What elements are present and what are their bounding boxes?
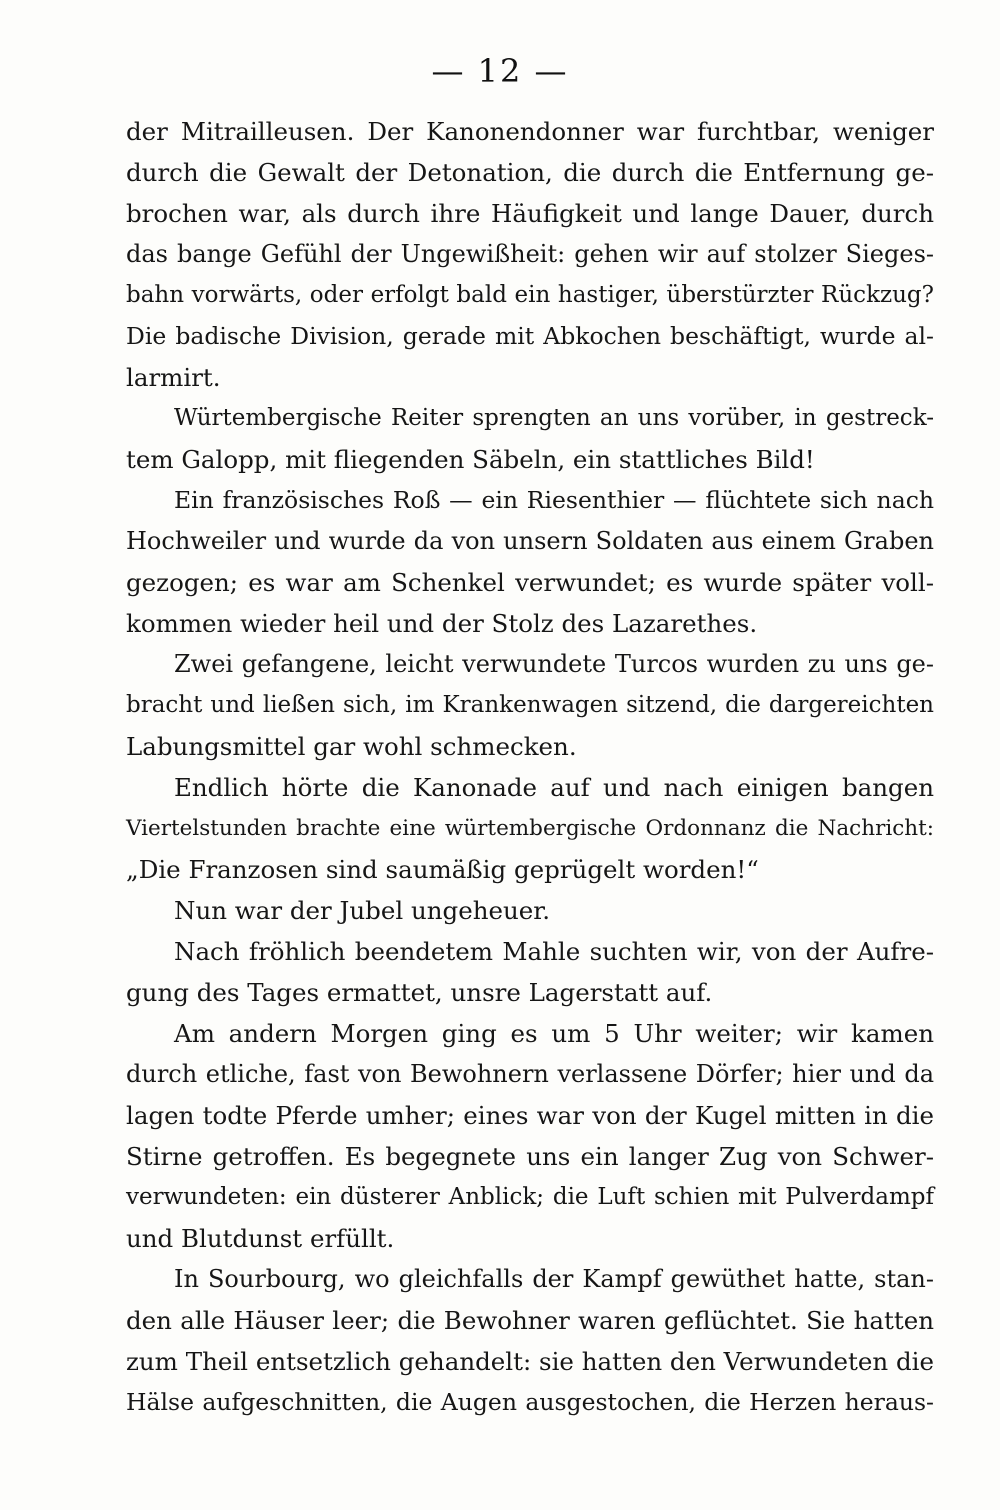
text-line: larmirt. bbox=[126, 363, 221, 392]
text-line: das bange Gefühl der Ungewißheit: gehen wir auf stolzer Sieges- bbox=[126, 240, 934, 268]
text-line: gezogen; es war am Schenkel verwundet; es wurde später voll- bbox=[126, 568, 934, 597]
text-line: Nach fröhlich beendetem Mahle suchten wir, von der Aufre- bbox=[174, 937, 934, 966]
body-text bbox=[126, 111, 934, 1423]
text-line: Hochweiler und wurde da von unsern Soldaten aus einem Graben bbox=[126, 527, 934, 555]
text-line: Hälse aufgeschnitten, die Augen ausgestochen, die Herzen heraus- bbox=[126, 1388, 934, 1416]
text-line: den alle Häuser leer; die Bewohner waren geflüchtet. Sie hatten bbox=[126, 1306, 934, 1335]
text-line: Würtembergische Reiter sprengten an uns vorüber, in gestreck- bbox=[174, 405, 934, 431]
text-line: Die badische Division, gerade mit Abkochen beschäftigt, wurde al- bbox=[126, 322, 934, 350]
text-line: durch die Gewalt der Detonation, die durch die Entfernung ge- bbox=[126, 158, 934, 187]
text-line: zum Theil entsetzlich gehandelt: sie hatten den Verwundeten die bbox=[126, 1347, 934, 1376]
text-line: brochen war, als durch ihre Häufigkeit und lange Dauer, durch bbox=[126, 199, 934, 228]
text-line: tem Galopp, mit fliegenden Säbeln, ein stattliches Bild! bbox=[126, 445, 815, 474]
text-line: durch etliche, fast von Bewohnern verlassene Dörfer; hier und da bbox=[126, 1060, 934, 1088]
text-line: Zwei gefangene, leicht verwundete Turcos wurden zu uns ge- bbox=[174, 650, 934, 678]
text-line: Viertelstunden brachte eine würtembergische Ordonnanz die Nachricht: bbox=[126, 816, 934, 841]
page-number: — 12 — bbox=[431, 52, 569, 90]
text-line: In Sourbourg, wo gleichfalls der Kampf gewüthet hatte, stan- bbox=[174, 1265, 934, 1293]
text-line: und Blutdunst erfüllt. bbox=[126, 1224, 395, 1253]
text-line: bahn vorwärts, oder erfolgt bald ein hastiger, überstürzter Rückzug? bbox=[126, 282, 934, 308]
text-line: Nun war der Jubel ungeheuer. bbox=[174, 896, 551, 925]
text-line: Stirne getroffen. Es begegnete uns ein langer Zug von Schwer- bbox=[126, 1142, 934, 1171]
text-line: Ein französisches Roß — ein Riesenthier — flüchtete sich nach bbox=[174, 486, 934, 514]
text-line: Am andern Morgen ging es um 5 Uhr weiter; wir kamen bbox=[174, 1019, 934, 1048]
text-line: Labungsmittel gar wohl schmecken. bbox=[126, 732, 577, 761]
text-line: „Die Franzosen sind saumäßig geprügelt worden!“ bbox=[126, 855, 759, 884]
text-line: der Mitrailleusen. Der Kanonendonner war furchtbar, weniger bbox=[126, 117, 934, 146]
text-line: Endlich hörte die Kanonade auf und nach einigen bangen bbox=[174, 773, 934, 802]
text-line: kommen wieder heil und der Stolz des Lazarethes. bbox=[126, 609, 758, 638]
text-line: lagen todte Pferde umher; eines war von der Kugel mitten in die bbox=[126, 1101, 934, 1130]
text-line: verwundeten: ein düsterer Anblick; die Luft schien mit Pulverdampf bbox=[126, 1184, 934, 1210]
text-line: bracht und ließen sich, im Krankenwagen sitzend, die dargereichten bbox=[126, 692, 934, 718]
text-line: gung des Tages ermattet, unsre Lagerstatt auf. bbox=[126, 978, 713, 1007]
